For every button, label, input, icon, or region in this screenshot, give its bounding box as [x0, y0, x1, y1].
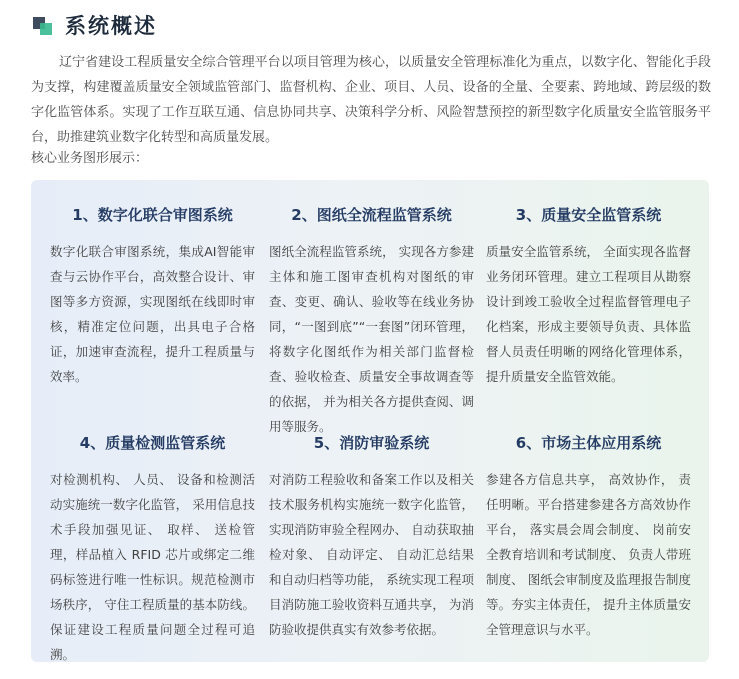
intro-paragraph: 辽宁省建设工程质量安全综合管理平台以项目管理为核心，以质量安全管理标准化为重点，以数字化、智能化手段为支撑，构建覆盖质量安全领域监管部门、监督机构、企业、项目、人员、设备的全量、全要素、跨地域、跨层级的数字化监管体系。实现了工作互联互通、信息协同共享、决策科学分析、风险智慧预控的新型数字化质量安全监管服务平台，助推建筑业数字化转型和高质量发展。	[31, 55, 711, 145]
card-body: 图纸全流程监管系统， 实现各方参建主体和施工图审查机构对图纸的审查、变更、确认、验收等在线业务协同，“一图到底”“一套图”闭环管理， 将数字化图纸作为相关部门监督检查、验收检查、质量安全事故调查等的依据， 并为相关各方提供查阅、调用等服务。	[269, 244, 474, 434]
section-marker-icon	[31, 14, 55, 36]
card-title: 3、质量安全监管系统	[515, 206, 662, 224]
card-quality-safety	[486, 204, 691, 389]
system-cards-panel	[31, 180, 709, 662]
section-header	[31, 12, 157, 38]
card-body: 对检测机构、 人员、 设备和检测活动实施统一数字化监管， 采用信息技术手段加强见证、 取样、 送检管理，样品植入 RFID 芯片或绑定二维码标签进行唯一性标识。规范检测市场秩序， 守住工程质量的基本防线。保证建设工程质量问题全过程可追溯。	[50, 472, 255, 662]
card-drawing-process	[269, 204, 474, 439]
card-digital-review	[50, 204, 255, 389]
card-body: 参建各方信息共享， 高效协作， 责任明晰。平台搭建参建各方高效协作平台， 落实晨会周会制度、 岗前安全教育培训和考试制度、 负责人带班制度、 图纸会审制度及监理报告制度等。夯实主体责任， 提升主体质量安全管理意识与水平。	[486, 472, 691, 637]
card-title: 2、图纸全流程监管系统	[291, 206, 452, 224]
card-body: 质量安全监管系统， 全面实现各监督业务闭环管理。建立工程项目从勘察设计到竣工验收全过程监督管理电子化档案，形成主要领导负责、具体监督人员责任明晰的网络化管理体系，提升质量安全监管效能。	[486, 244, 691, 384]
showcase-subtitle: 核心业务图形展示：	[31, 151, 149, 166]
card-fire-review	[269, 432, 474, 642]
card-body: 对消防工程验收和备案工作以及相关技术服务机构实施统一数字化监管， 实现消防审验全程网办、 自动获取抽检对象、 自动评定、 自动汇总结果和自动归档等功能， 系统实现工程项目消防施工验收资料互通共享， 为消防验收提供真实有效参考依据。	[269, 472, 474, 637]
card-title: 1、数字化联合审图系统	[72, 206, 233, 224]
section-title: 系统概述	[65, 14, 157, 38]
card-title: 5、消防审验系统	[313, 434, 430, 452]
card-market-entity	[486, 432, 691, 642]
card-title: 4、质量检测监管系统	[79, 434, 226, 452]
card-quality-testing	[50, 432, 255, 667]
card-body: 数字化联合审图系统，集成AI智能审查与云协作平台，高效整合设计、审图等多方资源，实现图纸在线即时审核，精准定位问题，出具电子合格证，加速审查流程，提升工程质量与效率。	[50, 244, 255, 384]
card-title: 6、市场主体应用系统	[515, 434, 662, 452]
